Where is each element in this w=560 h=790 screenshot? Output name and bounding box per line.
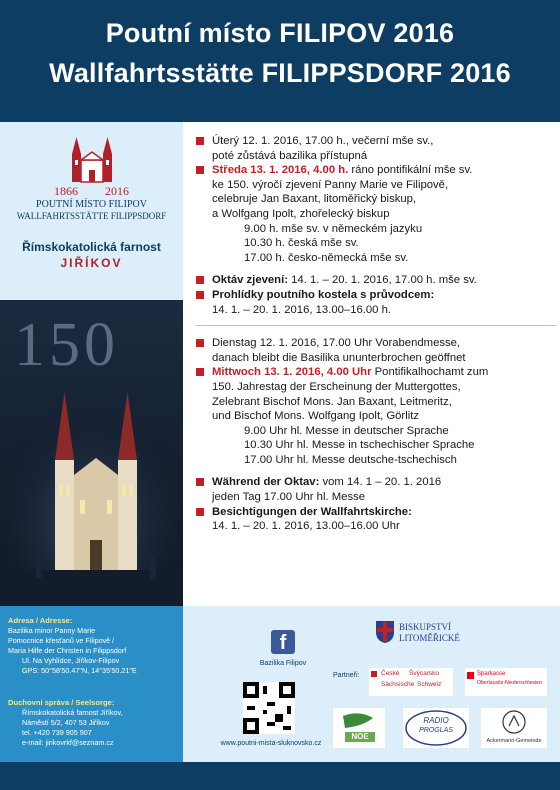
bullet-square-icon: [196, 339, 204, 347]
bullet-square-icon: [196, 368, 204, 376]
partner-ackermann: Ackermann-Gemeinde: [481, 708, 547, 748]
language-divider: [196, 325, 556, 326]
facebook-label: Bazilika Filipov: [259, 660, 307, 667]
bullet-square-icon: [196, 291, 204, 299]
schedule-item-cz-wednesday: Středa 13. 1. 2016, 4.00 h. ráno pontifikální mše sv. ke 150. výročí zjevení Panny Marie ve Filipově, celebruje Jan Baxant, litoměřický biskup, a Wolfgang Ipolt, zhořelecký biskup 9.00 h. mše sv. v německém jazyku 10.30 h. česká mše sv. 17.00 h. česko-německá mše sv.: [196, 163, 556, 265]
partner-radio-proglas: RADIO PROGLAS: [403, 708, 469, 748]
left-column: [0, 122, 183, 606]
address-block: Adresa / Adresse: Bazilika minor Panny Marie Pomocnice křesťanů ve Filipově / Maria Hilfe der Christen in Filippsdorf Ul. Na Vyhlídce, Jiříkov-Filipov GPS: 50°58'50.47"N, 14°35'50.21"E: [8, 616, 137, 675]
logo-block: [0, 122, 183, 300]
bullet-square-icon: [196, 276, 204, 284]
schedule-item-cz-octave: Oktáv zjevení: 14. 1. – 20. 1. 2016, 17.00 h. mše sv.: [196, 273, 556, 288]
qr-code: [243, 682, 295, 734]
header-banner: [0, 0, 560, 122]
schedule-item-de-tuesday: Dienstag 12. 1. 2016, 17.00 Uhr Vorabendmesse, danach bleibt die Basilika ununterbrochen geöffnet: [196, 336, 556, 365]
partner-sparkasse: Sparkasse Oberlausitz-Niederschlesien: [465, 668, 547, 696]
schedule-item-de-tours: Besichtigungen der Wallfahrtskirche: 14. 1. – 20. 1. 2016, 13.00–16.00 Uhr: [196, 505, 556, 534]
logo-years: [0, 184, 183, 199]
noe-logo-icon: [333, 708, 385, 748]
basilica-photo: [0, 300, 183, 606]
bottom-bar: [0, 762, 560, 790]
bullet-square-icon: [196, 508, 204, 516]
bullet-square-icon: [196, 166, 204, 174]
basilica-night-image: [0, 300, 183, 606]
title-czech: Poutní místo FILIPOV 2016: [105, 18, 455, 48]
qr-code-icon: [243, 682, 295, 734]
partner-ceske-svycarsko: České Švýcarsko Sächsische Schweiz: [369, 668, 453, 696]
email-link[interactable]: e-mail: jirikovrkf@seznam.cz: [22, 738, 114, 747]
schedule-item-de-octave: Während der Oktav: vom 14. 1 – 20. 1. 2016 jeden Tag 17.00 Uhr hl. Messe: [196, 475, 556, 504]
program-schedule: [196, 134, 556, 534]
bullet-square-icon: [196, 137, 204, 145]
year-right: 2016: [105, 184, 129, 198]
logo-text-de: WALLFAHRTSSTÄTTE FILIPPSDORF: [16, 211, 167, 221]
anniversary-number: 150: [14, 311, 119, 379]
partners-label: Partneři:: [333, 672, 360, 679]
partner-noe: NOE: [333, 708, 385, 748]
parish-name: Římskokatolická farnost: [22, 240, 161, 254]
schedule-item-cz-tuesday: Úterý 12. 1. 2016, 17.00 h., večerní mše sv., poté zůstává bazilika přístupná: [196, 134, 556, 163]
logo-text-cz: POUTNÍ MÍSTO FILIPOV: [36, 199, 147, 210]
parish-town: JIŘÍKOV: [60, 256, 123, 270]
bishopric-logo: BISKUPSTVÍ LITOMĚŘICKÉ: [375, 620, 505, 648]
schedule-item-cz-tours: Prohlídky poutního kostela s průvodcem: 14. 1. – 20. 1. 2016, 13.00–16.00 h.: [196, 288, 556, 317]
year-left: 1866: [54, 184, 78, 198]
bullet-square-icon: [196, 478, 204, 486]
coat-of-arms-icon: [375, 620, 395, 644]
website-url[interactable]: www.poutni-mista-sluknovsko.cz: [220, 740, 322, 747]
admin-block: Duchovní správa / Seelsorge: Římskokatolická farnost Jiříkov, Náměstí 5/2, 407 53 Jiříkov tel. +420 739 905 907 e-mail: jirikovrkf@seznam.cz: [8, 698, 178, 748]
ackermann-logo-icon: [481, 708, 547, 738]
church-logo-icon: [62, 134, 122, 184]
title-german: Wallfahrtsstätte FILIPPSDORF 2016: [49, 58, 511, 88]
schedule-item-de-wednesday: Mittwoch 13. 1. 2016, 4.00 Uhr Pontifikalhochamt zum 150. Jahrestag der Erscheinung der Muttergottes, Zelebrant Bischof Mons. Jan Baxant, Leitmeritz, und Bischof Mons. Wolfgang Ipolt, Görlitz 9.00 Uhr hl. Messe in deutscher Sprache 10.30 Uhr hl. Messe in tschechischer Sprache 17.00 Uhr hl. Messe deutsche-tschechisch: [196, 365, 556, 467]
facebook-icon[interactable]: f: [271, 630, 295, 654]
